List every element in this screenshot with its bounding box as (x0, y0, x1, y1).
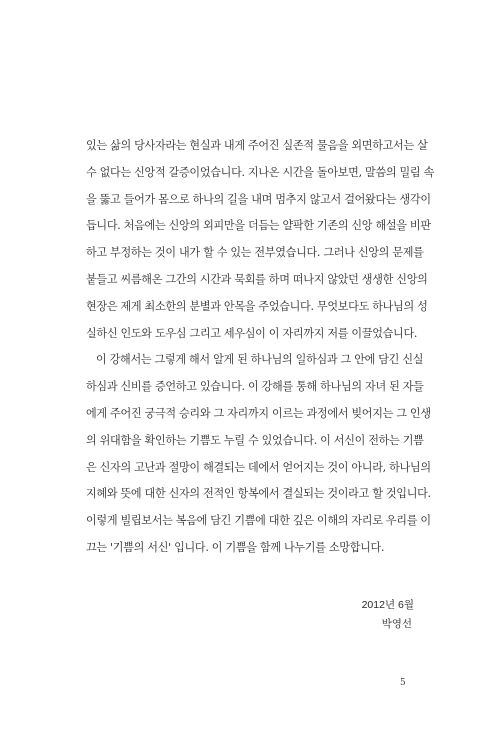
text-line: 의 위대함을 확인하는 기쁨도 누릴 수 있었습니다. 이 서신이 전하는 기쁨 (86, 433, 424, 447)
text-line: 하고 부정하는 것이 내가 할 수 있는 전부였습니다. 그러나 신앙의 문제를 (86, 246, 424, 260)
page-number: 5 (400, 678, 406, 688)
text-line: 지혜와 뜻에 대한 신자의 전적인 항복에서 결실되는 것이라고 할 것입니다. (86, 487, 431, 501)
text-line: 현장은 제게 최소한의 분별과 안목을 주었습니다. 무엇보다도 하나님의 성 (86, 299, 428, 313)
text-line: 수 없다는 신앙적 갈증이었습니다. 지나온 시간을 돌아보면, 말씀의 밀림 속 (86, 165, 434, 179)
body-text (86, 133, 434, 562)
signature-block (362, 596, 414, 634)
text-line: 은 신자의 고난과 절망이 해결되는 데에서 얻어지는 것이 아니라, 하나님의 (86, 460, 431, 474)
text-line: 에게 주어진 궁극적 승리와 그 자리까지 이르는 과정에서 빚어지는 그 인생 (86, 406, 431, 420)
text-line: 듭니다. 처음에는 신앙의 외피만을 더듬는 얄팍한 기존의 신앙 해설을 비판 (86, 219, 431, 233)
text-line: 을 뚫고 들어가 몸으로 하나의 길을 내며 멈추지 않고서 걸어왔다는 생각이 (86, 192, 431, 206)
paragraph-2 (86, 347, 431, 561)
text-line: 있는 삶의 당사자라는 현실과 내게 주어진 실존적 물음을 외면하고서는 살 (86, 139, 428, 152)
text-line: 실하신 인도와 도우심 그리고 세우심이 이 자리까지 저를 이끌었습니다. (86, 326, 418, 340)
paragraph-1 (86, 133, 434, 347)
text-line: 이렇게 빌립보서는 복음에 담긴 기쁨에 대한 깊은 이해의 자리로 우리를 이 (86, 514, 431, 528)
text-line: 하심과 신비를 증언하고 있습니다. 이 강해를 통해 하나님의 자녀 된 자들 (86, 380, 424, 394)
text-line: 붙들고 씨름해온 그간의 시간과 묵회를 하며 떠나지 않았던 생생한 신앙의 (86, 272, 428, 286)
text-line: 이 강해서는 그렇게 해서 알게 된 하나님의 일하심과 그 안에 담긴 신실 (96, 353, 424, 367)
signature-date: 2012년 6월 (361, 599, 414, 611)
text-line: 끄는 '기쁨의 서신' 입니다. 이 기쁨을 함께 나누기를 소망합니다. (86, 540, 385, 554)
signature-author: 박영선 (381, 618, 412, 630)
